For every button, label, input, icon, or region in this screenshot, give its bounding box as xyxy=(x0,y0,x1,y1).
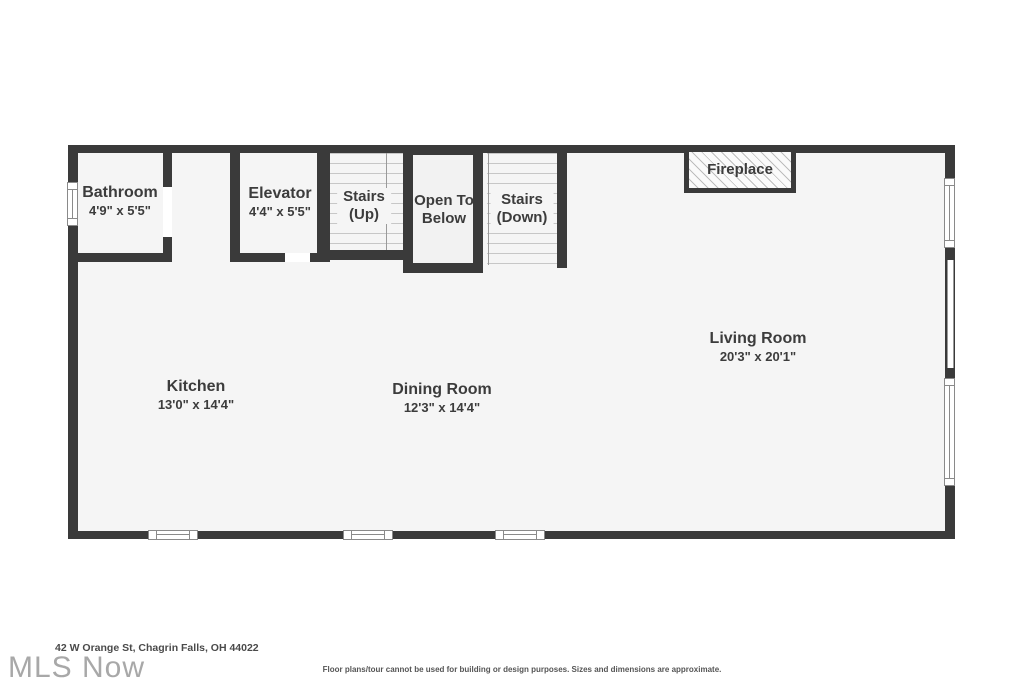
window-bottom-kitchen xyxy=(148,530,198,540)
property-address: 42 W Orange St, Chagrin Falls, OH 44022 xyxy=(55,642,259,654)
bathroom-dims: 4'9" x 5'5" xyxy=(89,203,151,218)
stairs-down-line1: Stairs xyxy=(498,191,546,208)
bathroom-wall-right-upper xyxy=(163,153,172,187)
living-room-dims: 20'3" x 20'1" xyxy=(719,349,797,364)
elevator-door-opening xyxy=(285,253,310,262)
bathroom-name: Bathroom xyxy=(82,184,158,201)
open-to-below-line2: Below xyxy=(421,210,467,227)
stairs-down-rail xyxy=(488,153,489,265)
window-right-upper xyxy=(944,178,955,248)
fireplace xyxy=(684,147,796,193)
open-to-below-line1: Open To xyxy=(414,192,474,209)
dining-room-label xyxy=(392,381,492,416)
fireplace-label: Fireplace xyxy=(707,161,773,178)
stairs-down-label xyxy=(491,191,554,227)
wall-top xyxy=(68,145,955,153)
window-left-bathroom xyxy=(67,182,78,226)
elevator-name: Elevator xyxy=(248,185,312,202)
dining-room-name: Dining Room xyxy=(392,381,492,398)
elevator-wall-left xyxy=(230,153,240,262)
open-to-below-label xyxy=(414,192,474,228)
stairs-down-wall-right xyxy=(557,145,567,268)
stairs-up-label xyxy=(337,188,391,224)
kitchen-name: Kitchen xyxy=(166,378,226,395)
elevator-label xyxy=(248,185,311,220)
bathroom-wall-bottom xyxy=(68,253,172,262)
living-room-name: Living Room xyxy=(709,330,807,347)
stairs-up-line2: (Up) xyxy=(346,206,382,223)
elevator-wall-right xyxy=(317,153,330,262)
window-right-lower xyxy=(944,378,955,486)
stairs-up-wall-bottom xyxy=(317,250,403,260)
bathroom-door-opening xyxy=(163,187,172,237)
living-room-label xyxy=(710,330,807,365)
glass-wall-right-middle xyxy=(947,260,954,368)
bathroom-label xyxy=(82,184,158,219)
kitchen-dims: 13'0" x 14'4" xyxy=(157,397,235,412)
elevator-dims: 4'4" x 5'5" xyxy=(249,204,311,219)
stairs-down-line2: (Down) xyxy=(494,209,551,226)
kitchen-label xyxy=(158,378,234,413)
disclaimer-text: Floor plans/tour cannot be used for building or design purposes. Sizes and dimensions are approximate. xyxy=(322,665,722,674)
window-bottom-dining-left xyxy=(343,530,393,540)
elevator-wall-bottom-left xyxy=(230,253,285,262)
mls-now-watermark: MLS Now xyxy=(8,651,146,683)
stairs-up-line1: Stairs xyxy=(340,188,388,205)
window-bottom-dining-right xyxy=(495,530,545,540)
dining-room-dims: 12'3" x 14'4" xyxy=(403,400,481,415)
